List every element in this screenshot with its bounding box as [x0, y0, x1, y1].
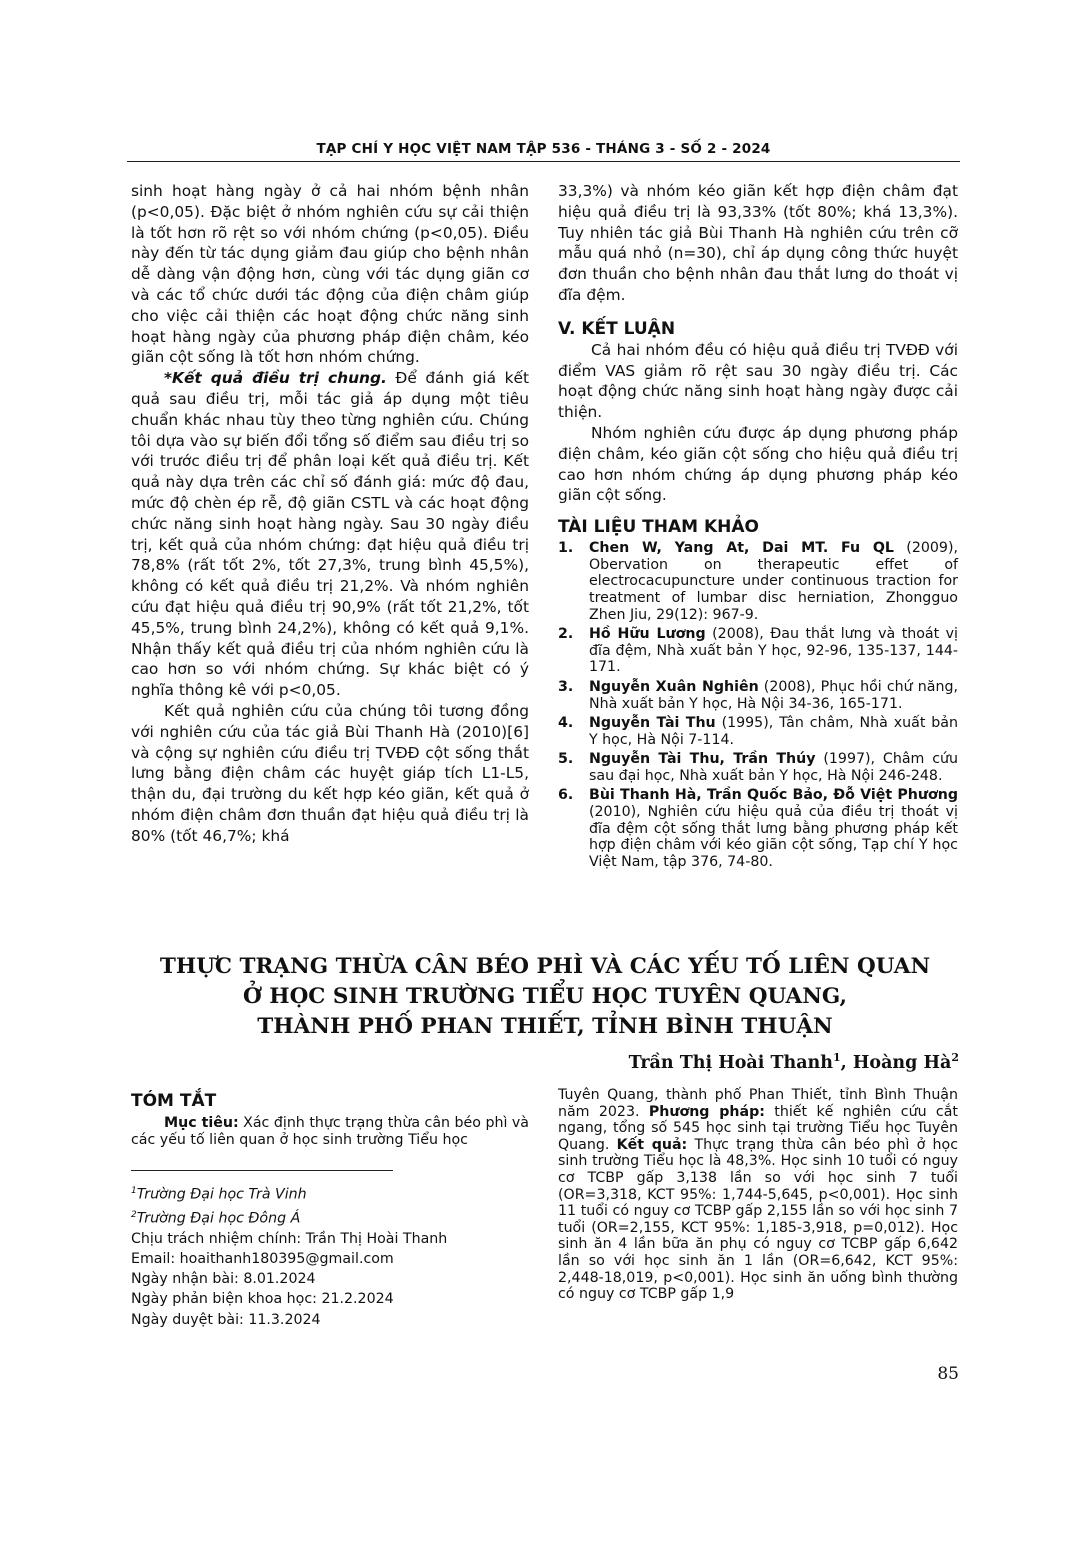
abstract-text: Xác định thực trạng thừa cân béo phì và các yếu tố liên quan ở học sinh trường Tiểu học: [131, 1115, 530, 1149]
reference-details: (2008), Phục hồi chứ năng, Nhà xuất bản Y học, Hà Nội 34-36, 165-171.: [589, 678, 958, 712]
paragraph: [131, 368, 529, 701]
abstract-text: thiết kế nghiên cứu cắt ngang, tổng số 545 học sinh tại trường Tiểu học Tuyên Quang.: [558, 1103, 958, 1153]
title-line: Ở HỌC SINH TRƯỜNG TIỂU HỌC TUYÊN QUANG,: [243, 984, 847, 1009]
reference-item: [558, 751, 958, 784]
reference-details: (2010), Nghiên cứu hiệu quả của điều trị thoát vị đĩa đệm cột sống thắt lưng bằng phương pháp kết hợp điện châm với kéo giãn cột sống, Tạp chí Y học Việt Nam, tập 376, 74-80.: [589, 804, 958, 870]
reference-list: [558, 540, 958, 870]
reference-number: 4.: [558, 715, 574, 732]
reference-number: 3.: [558, 678, 574, 695]
paragraph-body: Để đánh giá kết quả sau điều trị, mỗi tác giả áp dụng một tiêu chuẩn khác nhau tùy theo từng nghiên cứu. Chúng tôi dựa vào sự biến đổi tổng số điểm sau điều trị so với trước điều trị để phân loại kết quả điều trị. Kết quả này dựa trên các chỉ số đánh giá: mức độ đau, mức độ chèn ép rễ, độ giãn CSTL và các hoạt động chức năng sinh hoạt hàng ngày. Sau 30 ngày điều trị, kết quả của nhóm chứng: đạt hiệu quả điều trị 78,8% (rất tốt 2%, tốt 27,3%, trung bình 45,5%), không có kết quả điều trị 21,2%. Và nhóm nghiên cứu đạt hiệu quả điều trị 90,9% (rất tốt 21,2%, tốt 45,5%, trung bình 24,2%), không có kết quả 9,1%. Nhận thấy kết quả điều trị của nhóm nghiên cứu là cao hơn so với nhóm chứng. Sự khác biệt có ý nghĩa thông kê với p<0,05.: [131, 369, 529, 700]
section-heading: V. KẾT LUẬN: [558, 318, 676, 339]
affiliation-2: [131, 1205, 531, 1229]
date-received: Ngày nhận bài: 8.01.2024: [131, 1271, 316, 1288]
reference-item: [558, 679, 958, 712]
abstract-text: Thực trạng thừa cân béo phì ở học sinh trường Tiểu học là 48,3%. Học sinh 10 tuổi có nguy cơ TCBP gấp 3,138 lần so với học sinh 7 tuổi (OR=3,318, KCT 95%: 1,744-5,645, p<0,001). Học sinh 11 tuổi có nguy cơ TCBP gấp 2,155 lần so với học sinh 7 tuổi (OR=2,155, KCT 95%: 1,185-3,918, p=0,012). Học sinh ăn 4 lần bữa ăn phụ có nguy cơ TCBP gấp 6,642 lần so với học sinh ăn 1 lần (OR=6,642, KCT 95%: 2,448-18,019, p<0,001). Học sinh ăn uống bình thường có nguy cơ TCBP gấp 1,9: [558, 1136, 959, 1303]
reference-number: 2.: [558, 626, 574, 643]
reference-authors: Hồ Hữu Lương: [589, 626, 706, 643]
author-name: Hoàng Hà: [852, 1052, 952, 1073]
footnote-rule: [131, 1170, 393, 1171]
reference-details: (1995), Tân châm, Nhà xuất bản Y học, Hà Nội 7-114.: [589, 715, 958, 748]
abstract-paragraph: [131, 1115, 529, 1149]
reference-authors: Nguyễn Tài Thu: [589, 715, 716, 732]
abstract-text: Tuyên Quang, thành phố Phan Thiết, tỉnh Bình Thuận năm 2023.: [558, 1087, 958, 1120]
paragraph: Kết quả nghiên cứu của chúng tôi tương đồng với nghiên cứu của tác giả Bùi Thanh Hà (2010)[6] và cộng sự nghiên cứu điều trị TVĐĐ cột sống thắt lưng bằng điện châm các huyệt giáp tích L1-L5, thận du, đại trường du kết hợp kéo giãn, kết quả ở nhóm điện châm đơn thuần đạt hiệu quả điều trị là 80% (tốt 46,7%; khá: [131, 701, 529, 845]
author-separator: ,: [840, 1052, 853, 1073]
reference-item: [558, 787, 958, 870]
paragraph: Nhóm nghiên cứu được áp dụng phương pháp điện châm, kéo giãn cột sống cho hiệu quả điều trị cao hơn nhóm chứng áp dụng phương pháp kéo giãn cột sống.: [558, 423, 958, 505]
paragraph: Cả hai nhóm đều có hiệu quả điều trị TVĐĐ với điểm VAS giảm rõ rệt sau 30 ngày điều trị. Các hoạt động chức năng sinh hoạt hàng ngày được cải thiện.: [558, 340, 958, 422]
abstract-label: Mục tiêu:: [164, 1115, 239, 1131]
abstract-label: Phương pháp:: [648, 1103, 765, 1120]
affiliation-marker: 1: [833, 1051, 841, 1064]
reference-number: 6.: [558, 787, 574, 804]
title-line: THÀNH PHỐ PHAN THIẾT, TỈNH BÌNH THUẬN: [257, 1014, 833, 1039]
header-rule: [127, 161, 960, 162]
author-line: [629, 1051, 959, 1073]
abstract-heading: TÓM TẮT: [131, 1091, 217, 1111]
reference-item: [558, 540, 958, 623]
affiliation-marker: 2: [951, 1051, 959, 1064]
corresponding-author: Chịu trách nhiệm chính: Trần Thị Hoài Thanh: [131, 1230, 448, 1247]
paragraph: 33,3%) và nhóm kéo giãn kết hợp điện châm đạt hiệu quả điều trị là 93,33% (tốt 80%; khá 13,3%). Tuy nhiên tác giả Bùi Thanh Hà nghiên cứu trên cỡ mẫu quá nhỏ (n=30), chỉ áp dụng công thức huyệt đơn thuần cho bệnh nhân đau thắt lưng do thoát vị đĩa đệm.: [558, 182, 958, 304]
journal-header: TẠP CHÍ Y HỌC VIỆT NAM TẬP 536 - THÁNG 3 - SỐ 2 - 2024: [316, 141, 771, 157]
reference-details: (1997), Châm cứu sau đại học, Nhà xuất bản Y học, Hà Nội 246-248.: [589, 751, 958, 784]
date-reviewed: Ngày phản biện khoa học: 21.2.2024: [131, 1291, 394, 1308]
date-accepted: Ngày duyệt bài: 11.3.2024: [131, 1311, 321, 1328]
affiliation-text: Trường Đại học Trà Vinh: [136, 1186, 307, 1203]
reference-authors: Bùi Thanh Hà, Trần Quốc Bảo, Đỗ Việt Phương: [589, 787, 958, 804]
reference-authors: Nguyễn Tài Thu, Trần Thúy: [589, 751, 816, 768]
reference-item: [558, 715, 958, 748]
reference-authors: Nguyễn Xuân Nghiên: [589, 678, 759, 695]
left-column: [131, 181, 529, 847]
title-line: THỰC TRẠNG THỪA CÂN BÉO PHÌ VÀ CÁC YẾU TỐ LIÊN QUAN: [159, 954, 931, 979]
author-name: Trần Thị Hoài Thanh: [628, 1052, 834, 1073]
abstract-label: Kết quả:: [616, 1136, 688, 1153]
affiliation-1: [131, 1181, 531, 1205]
reference-number: 1.: [558, 540, 574, 557]
right-column: [558, 181, 958, 873]
reference-authors: Chen W, Yang At, Dai MT. Fu QL: [589, 540, 894, 557]
affiliation-marker: 2: [131, 1209, 137, 1220]
run-in-heading: *Kết quả điều trị chung.: [164, 369, 387, 388]
reference-details: (2009), Obervation on therapeutic effet of electrocacupuncture under continuous traction for treatment of lumbar disc herniation, Zhongguo Zhen Jiu, 29(12): 967-9.: [589, 540, 958, 623]
reference-details: (2008), Đau thắt lưng và thoát vị đĩa đệm, Nhà xuất bản Y học, 92-96, 135-137, 144-171.: [589, 626, 958, 676]
email: Email: hoaithanh180395@gmail.com: [131, 1251, 394, 1268]
reference-number: 5.: [558, 751, 574, 768]
references-heading: TÀI LIỆU THAM KHẢO: [558, 517, 759, 538]
page-number: 85: [937, 1364, 959, 1384]
footnotes: [131, 1181, 531, 1330]
article-title: [140, 952, 950, 1042]
affiliation-marker: 1: [131, 1186, 137, 1196]
paragraph: sinh hoạt hàng ngày ở cả hai nhóm bệnh nhân (p<0,05). Đặc biệt ở nhóm nghiên cứu sự cải thiện là tốt hơn rõ rệt so với nhóm chứng (p<0,05). Điều này đến từ tác dụng giảm đau giúp cho bệnh nhân dễ dàng vận động hơn, cùng với tác dụng giãn cơ và các tổ chức dưới tác động của điện châm giúp cho việc cải thiện các hoạt động chức năng sinh hoạt hàng ngày của phương pháp điện châm, kéo giãn cột sống là tốt hơn nhóm chứng.: [131, 182, 529, 367]
abstract-right: [558, 1087, 958, 1303]
affiliation-text: Trường Đại học Đông Á: [136, 1210, 301, 1227]
reference-item: [558, 626, 958, 676]
abstract-left: [131, 1089, 529, 1149]
